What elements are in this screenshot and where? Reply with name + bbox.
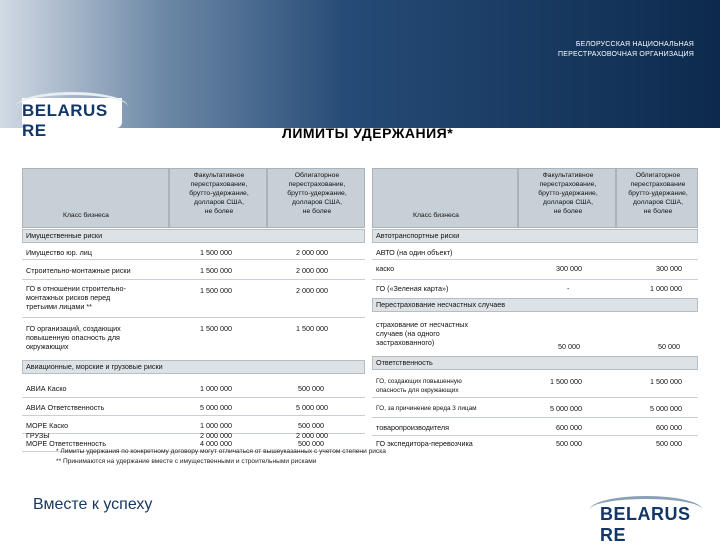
right-header-obl-cell: [616, 168, 698, 228]
left-header-obl-cell: [267, 168, 365, 228]
right-section-liability: Ответственность: [372, 356, 698, 370]
left-header-obl-text: Облигаторное перестрахование, брутто-удержание, долларов США, не более: [287, 172, 347, 215]
organization-name: [558, 40, 694, 60]
right-header-fac-cell: [518, 168, 616, 228]
table-row: АВТО (на один объект): [372, 244, 698, 260]
table-row: ГО, создающих повышенную опасность для окружающих 1 500 000 1 500 000: [372, 374, 698, 398]
table-row: МОРЕ Каско 1 000 000 500 000: [22, 416, 365, 434]
right-header-class-cell: Класс бизнеса: [372, 168, 518, 228]
cargo-fac: 2 000 000: [200, 431, 232, 440]
table-row: ГО, за причинение вреда 3 лицам 5 000 000 5 000 000: [372, 398, 698, 418]
cargo-label: ГРУЗЫ: [26, 431, 50, 440]
table-row: Имущество юр. лиц 1 500 000 2 000 000: [22, 244, 365, 260]
cargo-obl: 2 000 000: [296, 431, 328, 440]
table-row: страхование от несчастных случаев (на одного застрахованного) 50 000 50 000: [376, 320, 680, 351]
page-title: ЛИМИТЫ УДЕРЖАНИЯ*: [282, 125, 454, 141]
left-header-class-cell: Класс бизнеса: [22, 168, 169, 228]
left-header-fac-cell: [169, 168, 267, 228]
table-row: товаропроизводителя 600 000 600 000: [372, 418, 698, 436]
table-row: каско 300 000 300 000: [372, 260, 698, 280]
left-header-fac-text: Факультативное перестрахование, брутто-удержание, долларов США, не более: [189, 172, 249, 215]
footer-logo: BELARUS RE: [590, 500, 702, 528]
table-row: ГО («Зеленая карта») - 1 000 000: [372, 280, 698, 300]
org-line-1: БЕЛОРУССКАЯ НАЦИОНАЛЬНАЯ: [575, 41, 694, 48]
table-row: Строительно-монтажные риски 1 500 000 2 000 000: [22, 260, 365, 280]
table-row: ГО экспедитора-перевозчика 500 000 500 000: [376, 439, 682, 448]
right-section-accident: Перестрахование несчастных случаев: [372, 298, 698, 312]
left-section-property: Имущественные риски: [22, 229, 365, 243]
right-header-fac-text: Факультативное перестрахование, брутто-удержание, долларов США, не более: [538, 172, 598, 215]
motto: Вместе к успеху: [33, 496, 153, 513]
footnote-1: * Лимиты удержания по конкретному договору могут отличаться от вышеуказанных с учетом степени риска: [56, 448, 386, 455]
right-section-auto: Автотранспортные риски: [372, 229, 698, 243]
table-row: АВИА Каско 1 000 000 500 000: [22, 378, 365, 398]
right-header-obl-text: Облигаторное перестрахование брутто-удержание, долларов США, не более: [628, 172, 688, 215]
company-logo: BELARUS RE: [22, 98, 122, 128]
table-row: МОРЕ Ответственность 4 000 000 500 000: [22, 434, 365, 452]
left-section-aviation: Авиационные, морские и грузовые риски: [22, 360, 365, 374]
org-line-2: ПЕРЕСТРАХОВОЧНАЯ ОРГАНИЗАЦИЯ: [558, 51, 694, 58]
table-row: ГО организаций, создающих повышенную опасность для окружающих 1 500 000 1 500 000: [26, 324, 328, 351]
footnote-2: ** Принимаются на удержание вместе с имущественными и строительными рисками: [56, 458, 317, 465]
table-row: ГО в отношении строительно- монтажных рисков перед третьими лицами ** 1 500 000 2 000 000: [22, 280, 365, 318]
table-row: АВИА Ответственность 5 000 000 5 000 000: [22, 398, 365, 416]
